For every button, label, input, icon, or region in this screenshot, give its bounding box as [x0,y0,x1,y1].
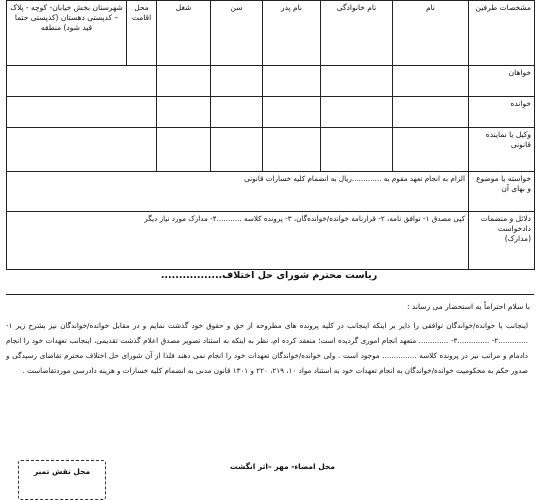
row-evidence-label: دلائل و منضمات دادخواست (مدارک) [469,212,535,270]
lawyer-father-cell[interactable] [263,128,321,172]
petition-body: اینجانب با خوانده/خواندگان توافقی را دایر بر اینکه اینجانب در کلیه پرونده های مطروحه از حق و حقوق خود گذشت نمایم و در مقابل خوانده/خواندگان نیز بشرح زیر ۱- .............۲- ..............۳- ............. متعهد انجام اموری گردیده است؛ منعقد کرده ام، نظر به اینکه به استناد تصویر مصدق اعلام گذشت تقدیمی، اینجانب تعهدات خود را انجام دادمام و مراتب نیز در پرونده کلاسه ............... موجود است . ولی خوانده/خواندگان تعهدات خود را انجام نمی دهند فلذا از آن شورای حل اختلاف محترم تقاضای رسیدگی و صدور حکم به محکومیت خوانده/خواندگان به انجام تعهدات خود به استناد مواد ۱۰، ۲۱۹، ۲۲۰ و ۱۳۰۱ قانون مدنی به انضمام کلیه خسارات و هزینه دادرسی موردتقاضاست . [6,321,528,375]
defendant-address-cell[interactable] [7,97,157,128]
addressee-title: ریاست محترم شورای حل اختلاف................. [160,270,378,281]
plaintiff-age-cell[interactable] [211,66,263,97]
header-specs: مشخصات طرفین [469,1,535,66]
header-residence: محل اقامت [127,1,157,66]
header-job: شغل [157,1,211,66]
stamp-label: محل نقش تمبر [33,467,91,476]
parties-table [6,0,535,270]
row-defendant-label: خوانده [469,97,535,128]
defendant-job-cell[interactable] [157,97,211,128]
divider [6,294,534,295]
plaintiff-name-cell[interactable] [393,66,469,97]
evidence-text: کپی مصدق ۱- توافق نامه، ۲- قرارنامه خوانده/خوانده‌گان، ۳- پرونده کلاسه ...........۴- مدارک مورد نیاز دیگر [7,212,469,270]
row-lawyer-label: وکیل یا نماینده قانونی [469,128,535,172]
greeting-line: با سلام احتراماً به استحضار می رساند : [407,302,530,311]
lawyer-address-cell[interactable] [7,128,157,172]
plaintiff-father-cell[interactable] [263,66,321,97]
lawyer-name-cell[interactable] [393,128,469,172]
row-claim-label: خواسته یا موضوع و بهای آن [469,172,535,212]
lawyer-age-cell[interactable] [211,128,263,172]
header-name: نام [393,1,469,66]
plaintiff-address-cell[interactable] [7,66,157,97]
defendant-family-cell[interactable] [321,97,393,128]
lawyer-job-cell[interactable] [157,128,211,172]
lawyer-family-cell[interactable] [321,128,393,172]
defendant-age-cell[interactable] [211,97,263,128]
signature-label: محل امضاء- مهر –اثر انگشت [230,462,335,471]
header-address: شهرستان بخش خیابان- کوچه - پلاک – کدپستی دهستان (کدپستی حتما قید شود) منطقه [7,1,127,66]
header-father: نام پدر [263,1,321,66]
defendant-father-cell[interactable] [263,97,321,128]
plaintiff-job-cell[interactable] [157,66,211,97]
plaintiff-family-cell[interactable] [321,66,393,97]
defendant-name-cell[interactable] [393,97,469,128]
stamp-box [18,460,106,500]
header-family: نام خانوادگی [321,1,393,66]
row-plaintiff-label: خواهان [469,66,535,97]
header-age: سن [211,1,263,66]
claim-text: الزام به انجام تعهد مقوم به .............ریال به انضمام کلیه خسارات قانونی [7,172,469,212]
